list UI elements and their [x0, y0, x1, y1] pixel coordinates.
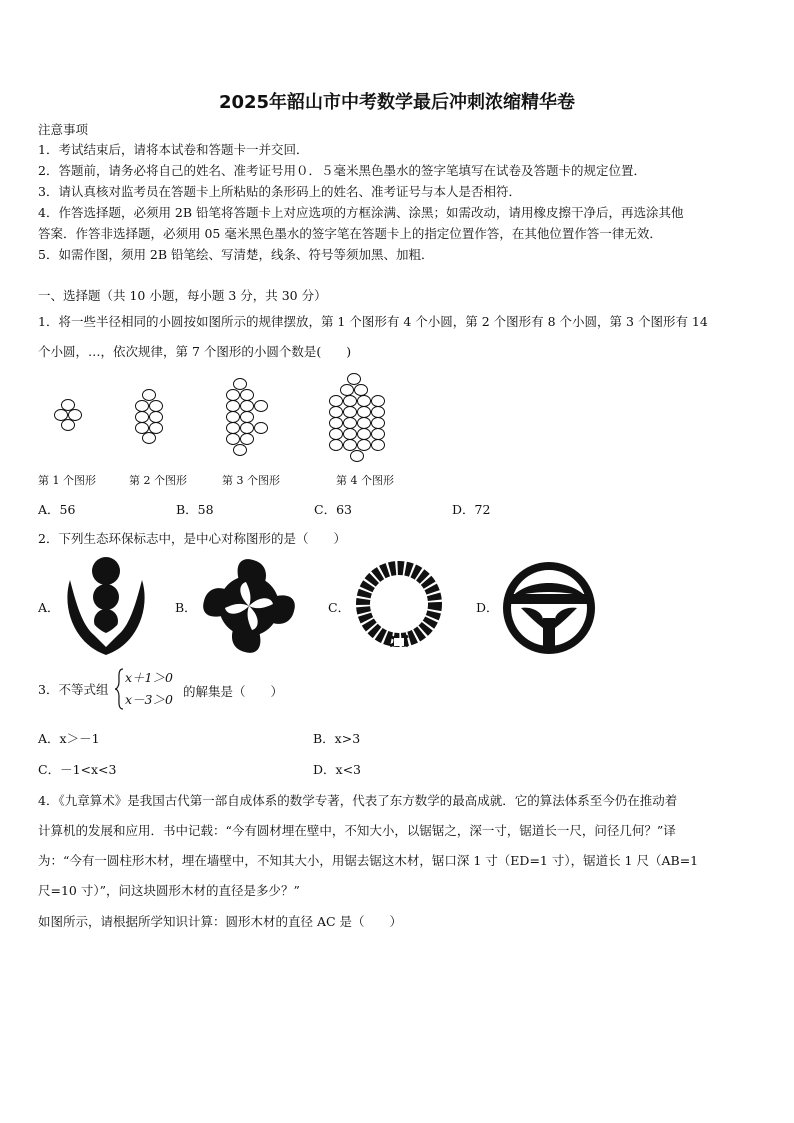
eco-emblem-c: [350, 558, 448, 656]
figure-caption: 第 3 个图形: [222, 474, 280, 487]
figure-caption: 第 1 个图形: [38, 474, 96, 487]
small-circle: [136, 412, 149, 423]
inequality-2: x－3＞0: [125, 692, 173, 707]
small-circle: [55, 410, 68, 421]
small-circle: [241, 423, 254, 434]
small-circle: [255, 401, 268, 412]
eco-emblem-d: [499, 558, 599, 658]
question-1-line-1: 1．将一些半径相同的小圆按如图所示的规律摆放，第 1 个图形有 4 个小圆，第 2 个图形有 8 个小圆，第 3 个图形有 14: [38, 314, 708, 329]
question-3-suffix: 的解集是（ ）: [183, 684, 284, 699]
question-4-line-5: 如图所示，请根据所学知识计算：圆形木材的直径 AC 是（ ）: [38, 914, 403, 929]
small-circle: [351, 451, 364, 462]
small-circle: [62, 400, 75, 411]
small-circle: [143, 390, 156, 401]
option-b: B．x>3: [313, 731, 361, 746]
small-circle: [241, 390, 254, 401]
question-4-line-3: 为：“今有一圆柱形木材，埋在墙壁中，不知其大小，用锯去锯这木材，锯口深 1 寸（ED=1 寸），锯道长 1 尺（AB=1: [38, 853, 699, 868]
small-circle: [358, 418, 371, 429]
notice-item: 答案．作答非选择题，必须用 05 毫米黑色墨水的签字笔在答题卡上的指定位置作答，在其他位置作答一律无效．: [38, 226, 662, 241]
option-d: D．: [476, 600, 499, 615]
small-circle: [227, 401, 240, 412]
option-d: D．72: [452, 502, 491, 517]
small-circle: [136, 423, 149, 434]
small-circle: [372, 440, 385, 451]
question-4-line-2: 计算机的发展和应用．书中记载：“今有圆材埋在壁中，不知大小，以锯锯之，深一寸，锯道长一尺，问径几何？”译: [38, 823, 676, 838]
small-circle: [344, 396, 357, 407]
system-brace: [114, 668, 124, 710]
small-circle: [227, 423, 240, 434]
small-circle: [358, 407, 371, 418]
notice-heading: 注意事项: [38, 122, 89, 137]
option-a: A．: [38, 600, 60, 615]
figure-caption: 第 4 个图形: [336, 474, 394, 487]
inequality-1: x＋1＞0: [125, 670, 173, 685]
small-circle: [234, 379, 247, 390]
notice-item: 3．请认真核对监考员在答题卡上所粘贴的条形码上的姓名、准考证号与本人是否相符．: [38, 184, 521, 199]
small-circle: [372, 429, 385, 440]
small-circle: [330, 418, 343, 429]
small-circle: [358, 396, 371, 407]
option-b: B．: [175, 600, 197, 615]
question-4-line-1: 4．《九章算术》是我国古代第一部自成体系的数学专著，代表了东方数学的最高成就．它的算法体系至今仍在推动着: [38, 793, 678, 808]
small-circle: [330, 429, 343, 440]
small-circle: [344, 429, 357, 440]
option-b: B．58: [176, 502, 214, 517]
small-circle: [241, 412, 254, 423]
small-circle: [344, 418, 357, 429]
small-circle: [136, 401, 149, 412]
small-circle: [358, 429, 371, 440]
question-4-line-4: 尺=10 寸）”，问这块圆形木材的直径是多少？”: [38, 883, 300, 898]
option-a: A．56: [38, 502, 76, 517]
option-c: C．63: [314, 502, 352, 517]
question-2-text: 2．下列生态环保标志中，是中心对称图形的是（ ）: [38, 531, 346, 546]
eco-emblem-b: [198, 556, 300, 656]
option-a: A．x＞－1: [38, 731, 100, 746]
question-1-line-2: 个小圆，…，依次规律，第 7 个图形的小圆个数是( ): [38, 344, 352, 359]
small-circle: [143, 433, 156, 444]
small-circle: [358, 440, 371, 451]
small-circle: [330, 396, 343, 407]
notice-item: 4．作答选择题，必须用 2B 铅笔将答题卡上对应选项的方框涂满、涂黑；如需改动，请用橡皮擦干净后，再选涂其他: [38, 205, 684, 220]
eco-emblem-a: [60, 555, 152, 657]
small-circle: [372, 407, 385, 418]
notice-item: 5．如需作图，须用 2B 铅笔绘、写清楚，线条、符号等须加黑、加粗．: [38, 247, 434, 262]
small-circle: [150, 412, 163, 423]
option-d: D．x<3: [313, 762, 361, 777]
small-circle: [227, 434, 240, 445]
small-circle: [355, 385, 368, 396]
small-circle: [330, 407, 343, 418]
small-circle: [341, 385, 354, 396]
notice-item: 1．考试结束后，请将本试卷和答题卡一并交回．: [38, 142, 309, 157]
small-circle: [344, 407, 357, 418]
small-circle: [69, 410, 82, 421]
small-circle: [234, 445, 247, 456]
small-circle: [344, 440, 357, 451]
small-circle: [227, 390, 240, 401]
option-c: C．－1<x<3: [38, 762, 117, 777]
small-circle: [150, 423, 163, 434]
notice-item: 2．答题前，请务必将自己的姓名、准考证号用０．５毫米黑色墨水的签字笔填写在试卷及答题卡的规定位置．: [38, 163, 646, 178]
figure-caption: 第 2 个图形: [129, 474, 187, 487]
small-circle: [241, 401, 254, 412]
small-circle: [372, 418, 385, 429]
small-circle: [372, 396, 385, 407]
question-3-prefix: 3．不等式组: [38, 682, 109, 697]
page-title: 2025年韶山市中考数学最后冲刺浓缩精华卷: [218, 92, 576, 113]
small-circle: [241, 434, 254, 445]
small-circle: [227, 412, 240, 423]
small-circle: [62, 420, 75, 431]
small-circle: [150, 401, 163, 412]
small-circle: [330, 440, 343, 451]
small-circle: [255, 423, 268, 434]
option-c: C．: [328, 600, 351, 615]
section-heading: 一、选择题（共 10 小题，每小题 3 分，共 30 分）: [38, 288, 327, 303]
small-circle: [348, 374, 361, 385]
